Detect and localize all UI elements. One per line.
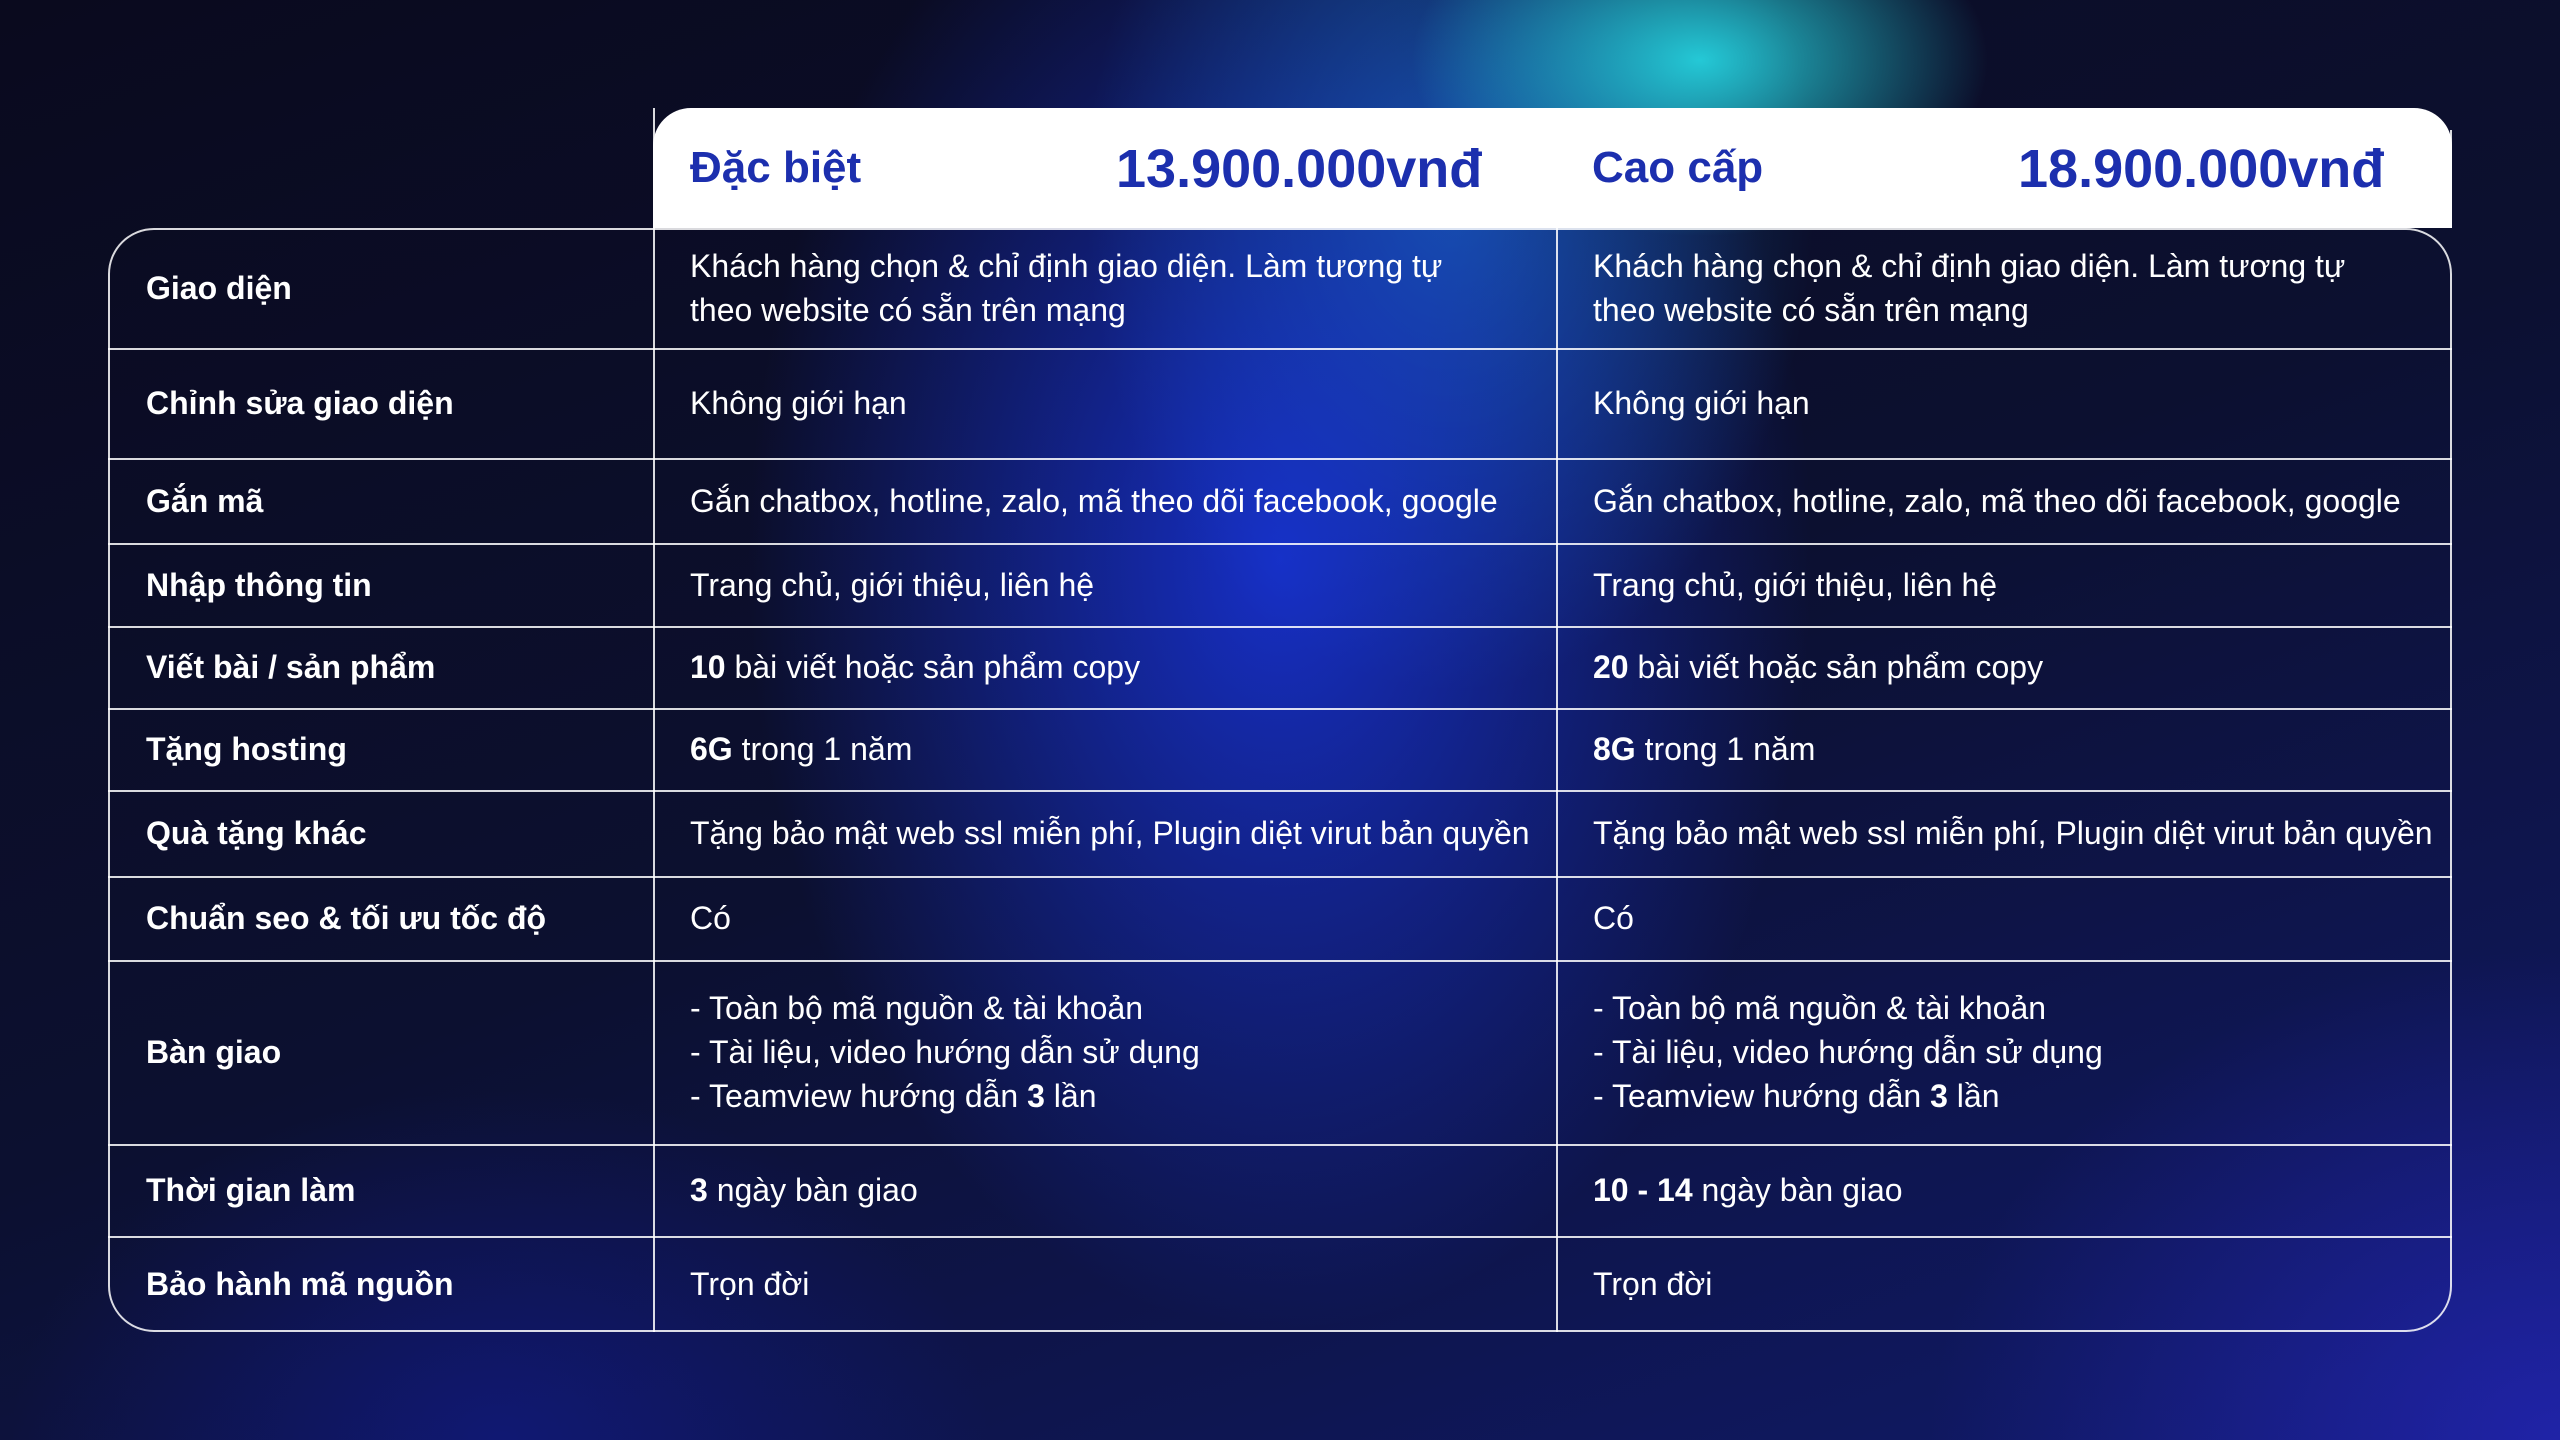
handover-line: - Tài liệu, video hướng dẫn sử dụng: [690, 1034, 1200, 1070]
plan-price-2: 18.900.000vnđ: [2018, 139, 2385, 199]
plan-1-value: Trang chủ, giới thiệu, liên hệ: [690, 566, 1095, 603]
handover-line: - Toàn bộ mã nguồn & tài khoản: [690, 990, 1144, 1026]
handover-line: - Teamview hướng dẫn 3 lần: [1593, 1078, 2000, 1114]
handover-line: - Tài liệu, video hướng dẫn sử dụng: [1593, 1034, 2103, 1070]
row-label: Bảo hành mã nguồn: [146, 1266, 454, 1302]
column-divider: [653, 108, 655, 1332]
row-label: Gắn mã: [146, 482, 264, 519]
row-label: Chỉnh sửa giao diện: [146, 385, 454, 421]
plan-name-2: Cao cấp: [1592, 143, 1764, 192]
row-label: Thời gian làm: [146, 1172, 356, 1208]
plan-2-value: 20 bài viết hoặc sản phẩm copy: [1593, 649, 2044, 685]
plan-1-value: Trọn đời: [690, 1266, 810, 1302]
row-label: Giao diện: [146, 270, 292, 306]
row-label: Quà tặng khác: [146, 815, 367, 851]
row-label: Tặng hosting: [146, 731, 347, 767]
plan-2-value: Trọn đời: [1593, 1266, 1713, 1302]
plan-1-value: Tặng bảo mật web ssl miễn phí, Plugin diệt virut bản quyền: [690, 815, 1530, 851]
plan-2-value: [1593, 960, 2453, 1144]
plan-2-value: Khách hàng chọn & chỉ định giao diện. Làm tương tự theo website có sẵn trên mạng: [1593, 248, 2346, 328]
handover-line: - Toàn bộ mã nguồn & tài khoản: [1593, 990, 2047, 1026]
plan-1-value: Khách hàng chọn & chỉ định giao diện. Làm tương tự theo website có sẵn trên mạng: [690, 248, 1443, 328]
row-label: Bàn giao: [146, 1034, 282, 1070]
column-divider: [1556, 108, 1558, 1332]
plan-1-value: 6G trong 1 năm: [690, 731, 913, 767]
plan-1-value: [690, 960, 1550, 1144]
row-label: Chuẩn seo & tối ưu tốc độ: [146, 900, 547, 936]
plan-name-1: Đặc biệt: [690, 143, 862, 192]
plan-2-value: Tặng bảo mật web ssl miễn phí, Plugin diệt virut bản quyền: [1593, 815, 2433, 851]
plan-2-value: Gắn chatbox, hotline, zalo, mã theo dõi facebook, google: [1593, 482, 2401, 519]
plan-2-value: Không giới hạn: [1593, 385, 1810, 421]
row-label: Viết bài / sản phẩm: [146, 649, 436, 685]
plan-2-value: Trang chủ, giới thiệu, liên hệ: [1593, 566, 1998, 603]
plan-1-value: 10 bài viết hoặc sản phẩm copy: [690, 649, 1141, 685]
plan-2-value: Có: [1593, 900, 1634, 936]
pricing-table: [108, 108, 2452, 1332]
row-label: Nhập thông tin: [146, 566, 372, 603]
plan-1-value: Có: [690, 900, 731, 936]
plan-1-value: Không giới hạn: [690, 385, 907, 421]
plan-price-1: 13.900.000vnđ: [1116, 139, 1483, 199]
column-divider: [2450, 130, 2452, 228]
handover-line: - Teamview hướng dẫn 3 lần: [690, 1078, 1097, 1114]
plan-1-value: Gắn chatbox, hotline, zalo, mã theo dõi facebook, google: [690, 482, 1498, 519]
plan-1-value: 3 ngày bàn giao: [690, 1172, 918, 1208]
plan-2-value: 8G trong 1 năm: [1593, 731, 1816, 767]
plan-2-value: 10 - 14 ngày bàn giao: [1593, 1172, 1903, 1208]
